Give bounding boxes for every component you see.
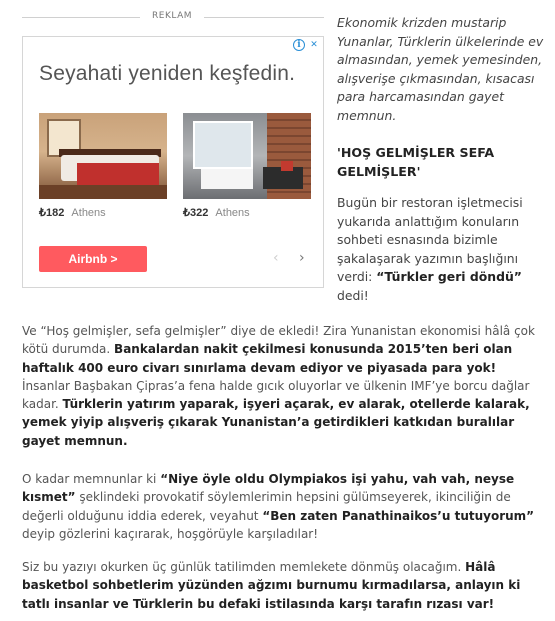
paragraph-text: dedi! xyxy=(337,287,369,303)
divider xyxy=(204,17,324,18)
paragraph-text: O kadar memnunlar ki xyxy=(22,472,161,486)
listing-info xyxy=(39,206,167,219)
adchoices[interactable] xyxy=(293,39,320,51)
close-icon[interactable]: ✕ xyxy=(310,40,318,50)
paragraph-text: şeklindeki provokatif söylemlerimin hepsini gülümseyerek, ikinciliğin de değerli olduğunu iddia ederek, veyahut xyxy=(22,490,511,523)
sidebar-intro: Ekonomik krizden mustarip Yunanlar, Türklerin ülkelerinde ev almasından, yemek yemesinden, alışverişe çıkmasından, kısacası para harcamasından gayet memnun. xyxy=(337,15,544,123)
paragraph-text: Siz bu yazıyı okurken üç günlük tatilimden memlekete dönmüş olacağım. xyxy=(22,560,466,574)
listing-card[interactable] xyxy=(183,113,311,219)
article-paragraph xyxy=(22,558,542,613)
paragraph-text: Ve “Hoş gelmişler, sefa gelmişler” diye de ekledi! Zira Yunanistan ekonomisi hâlâ çok kötü durumda. xyxy=(22,324,535,357)
listing-photo[interactable] xyxy=(39,113,167,199)
article-paragraph xyxy=(22,470,542,543)
info-icon[interactable]: i xyxy=(293,39,305,51)
ad-headline[interactable]: Seyahati yeniden keşfedin. xyxy=(39,62,296,85)
chevron-right-icon[interactable]: › xyxy=(299,250,305,266)
listing-info xyxy=(183,206,311,219)
listing-price: ₺182 xyxy=(39,207,65,219)
emphasis-text: Hâlâ basketbol sohbetlerim yüzünden ağzımı burnumu kırmadılarsa, anlayın ki tatlı insanlar ve Türklerin bu defaki istilasında karşı tarafın rızası var! xyxy=(22,560,521,611)
emphasis-text: Bankalardan nakit çekilmesi konusunda 2015’ten beri olan haftalık 400 euro civarı sınırlama devam ediyor ve piyasada para yok! xyxy=(22,342,513,375)
emphasis-text: “Türkler geri döndü” xyxy=(376,269,522,285)
listing-card[interactable] xyxy=(39,113,167,219)
section-heading: 'HOŞ GELMİŞLER SEFA GELMİŞLER' xyxy=(337,145,495,179)
advertisement[interactable] xyxy=(22,36,324,288)
listing-price: ₺322 xyxy=(183,207,209,219)
paragraph-text: Bugün bir restoran işletmecisi yukarıda anlattığım konuların sohbeti esnasında bizimle şakalaşarak yazımın başlığını verdi: xyxy=(337,195,523,285)
emphasis-text: Türklerin yatırım yaparak, işyeri açarak, ev alarak, otellerde kalarak, yemek yiyip alışveriş çıkarak Yunanistan’a getirdikleri katkıdan buralılar gayet memnun. xyxy=(22,397,530,448)
ad-label: REKLAM xyxy=(152,11,192,21)
listing-city: Athens xyxy=(71,207,106,219)
chevron-left-icon[interactable]: ‹ xyxy=(273,250,279,266)
emphasis-text: “Niye öyle oldu Olympiakos işi yahu, vah vah, neyse kısmet” xyxy=(22,472,515,505)
listing-photo[interactable] xyxy=(183,113,311,199)
divider xyxy=(22,17,140,18)
sidebar-paragraph xyxy=(337,194,547,306)
paragraph-text: deyip gözlerini kaçırarak, hoşgörüyle karşıladılar! xyxy=(22,526,319,541)
emphasis-text: “Ben zaten Panathinaikos’u tutuyorum” xyxy=(262,508,535,523)
listing-city: Athens xyxy=(215,207,250,219)
ad-label-row xyxy=(22,8,324,26)
airbnb-cta-button[interactable]: Airbnb > xyxy=(39,246,147,272)
paragraph-text: İnsanlar Başbakan Çipras’a fena halde gıcık oluyorlar ve ülkenin IMF’ye borcu dağlar kadar. xyxy=(22,378,530,412)
article-paragraph xyxy=(22,322,542,450)
